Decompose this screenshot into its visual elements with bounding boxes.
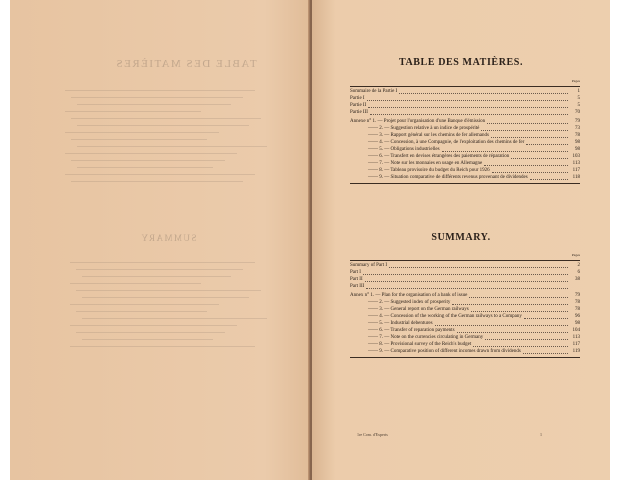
summary-annex <box>350 307 580 314</box>
ghost-text-line <box>71 97 243 98</box>
entry-label: Part III <box>350 284 365 289</box>
ghost-text-line <box>70 325 237 326</box>
entry-label: —— 7. — Note on the currencies circulating in Germany <box>368 335 484 340</box>
entry-label: —— 4. — Concession of the working of the German railways to a Company <box>368 314 522 319</box>
entry-page-number: 78 <box>575 307 580 312</box>
leader-dots <box>368 107 568 108</box>
ghost-text-line <box>82 297 249 298</box>
leader-dots <box>530 179 568 180</box>
ghost-text-line <box>71 181 243 182</box>
toc-annex <box>350 126 580 133</box>
summary-title: SUMMARY. <box>431 232 491 243</box>
ghost-text-line <box>65 174 255 175</box>
right-page <box>312 0 610 480</box>
footer-printer-note: 1re Com. d'Experts <box>357 432 388 437</box>
toc-annex <box>350 147 580 154</box>
summary-entry <box>350 284 580 291</box>
entry-page-number: 6 <box>577 270 580 275</box>
left-page <box>10 0 310 480</box>
toc-entry <box>350 103 580 110</box>
entry-page-number: 78 <box>575 133 580 138</box>
leader-dots <box>367 100 568 101</box>
entry-label: —— 8. — Provisional survey of the Reich's budget <box>368 342 472 347</box>
toc-entry <box>350 89 580 96</box>
entry-label: Annex n° 1. — Plan for the organisation of a bank of issue <box>350 293 468 298</box>
toc-entry <box>350 110 580 117</box>
summary-annex <box>350 300 580 307</box>
ghost-text-line <box>65 153 237 154</box>
ghost-text-line <box>77 125 249 126</box>
ghost-text-line <box>70 262 255 263</box>
entry-label: —— 6. — Transfert en devises étrangères des paiements de réparation <box>368 154 510 159</box>
leader-dots <box>485 339 568 340</box>
ghost-text-line <box>65 111 201 112</box>
ghost-text-line <box>71 118 261 119</box>
leader-dots <box>471 311 568 312</box>
summary-entry <box>350 277 580 284</box>
toc-annex <box>350 161 580 168</box>
entry-label: —— 5. — Industrial debentures <box>368 321 433 326</box>
leader-dots <box>457 332 568 333</box>
leader-dots <box>363 274 568 275</box>
leader-dots <box>491 137 568 138</box>
entry-page-number: 78 <box>575 300 580 305</box>
entry-page-number: 98 <box>575 321 580 326</box>
entry-page-number: 113 <box>572 335 580 340</box>
entry-page-number: 79 <box>575 119 580 124</box>
ghost-title-top: TABLE DES MATIÈRES <box>115 58 257 70</box>
entry-page-number: 96 <box>575 314 580 319</box>
entry-label: Partie III <box>350 110 368 115</box>
entry-label: Annexe n° 1. — Projet pour l'organisation d'une Banque d'émission <box>350 119 486 124</box>
ghost-text-line <box>76 269 243 270</box>
leader-dots <box>370 114 568 115</box>
summary-annex <box>350 321 580 328</box>
entry-page-number: 73 <box>575 126 580 131</box>
entry-label: —— 7. — Note sur les monnaies en usage en Allemagne <box>368 161 483 166</box>
ghost-text-line <box>71 139 207 140</box>
leader-dots <box>484 165 568 166</box>
summary-annex <box>350 328 580 335</box>
ghost-text-line <box>70 346 255 347</box>
ghost-text-line <box>70 283 201 284</box>
summary-annex <box>350 314 580 321</box>
leader-dots <box>481 130 568 131</box>
ghost-text-line <box>82 276 231 277</box>
entry-label: —— 4. — Concession, à une Compagnie, de l'exploitation des chemins de fer <box>368 140 525 145</box>
ghost-title-bottom: SUMMARY <box>140 233 197 243</box>
toc-entry <box>350 96 580 103</box>
entry-label: Partie II <box>350 103 367 108</box>
entry-page-number: 119 <box>572 349 580 354</box>
leader-dots <box>492 172 568 173</box>
leader-dots <box>511 158 568 159</box>
summary-annex <box>350 342 580 349</box>
ghost-text-line <box>82 318 267 319</box>
toc-annex <box>350 168 580 175</box>
ghost-text-line <box>76 332 225 333</box>
entry-label: —— 5. — Obligations industrielles <box>368 147 440 152</box>
leader-dots <box>526 144 568 145</box>
leader-dots <box>366 288 568 289</box>
entry-label: Part I <box>350 270 361 275</box>
summary-annex <box>350 293 580 300</box>
toc-pages-header: Pages <box>571 79 580 83</box>
entry-label: —— 2. — Suggestion relative à un indice de prospérité <box>368 126 480 131</box>
footer-page-number: 1 <box>540 432 542 437</box>
entry-page-number: 1 <box>577 89 580 94</box>
entry-label: Part II <box>350 277 363 282</box>
entry-label: Partie I <box>350 96 365 101</box>
ghost-text-line <box>70 304 219 305</box>
ghost-text-line <box>76 311 207 312</box>
entry-page-number: 117 <box>572 342 580 347</box>
entry-page-number: 79 <box>575 293 580 298</box>
entry-page-number: 104 <box>572 328 580 333</box>
toc-block <box>350 80 580 195</box>
summary-entry <box>350 263 580 270</box>
leader-dots <box>473 346 568 347</box>
leader-dots <box>524 318 568 319</box>
entry-page-number: 5 <box>577 96 580 101</box>
leader-dots <box>469 297 568 298</box>
document-spread <box>10 0 610 480</box>
entry-page-number: 98 <box>575 140 580 145</box>
entry-page-number: 2 <box>577 263 580 268</box>
summary-top-rule <box>350 260 580 261</box>
entry-label: —— 9. — Comparative position of different incomes drawn from dividends <box>368 349 521 354</box>
ghost-text-line <box>71 160 225 161</box>
ghost-text-line <box>77 167 213 168</box>
toc-annex <box>350 140 580 147</box>
entry-label: —— 9. — Situation comparative de différents revenus provenant de dividendes <box>368 175 528 180</box>
summary-entry <box>350 270 580 277</box>
entry-page-number: 38 <box>575 277 580 282</box>
leader-dots <box>523 353 568 354</box>
leader-dots <box>389 267 568 268</box>
leader-dots <box>399 93 568 94</box>
toc-annex <box>350 175 580 182</box>
entry-page-number: 113 <box>572 161 580 166</box>
summary-pages-header: Pages <box>571 253 580 257</box>
entry-page-number: 117 <box>572 168 580 173</box>
entry-label: —— 3. — Rapport général sur les chemins de fer allemands <box>368 133 489 138</box>
toc-annex <box>350 133 580 140</box>
ghost-text-line <box>76 290 261 291</box>
entry-label: —— 3. — General report on the German railways <box>368 307 469 312</box>
summary-annex <box>350 349 580 356</box>
ghost-text-line <box>77 104 231 105</box>
leader-dots <box>435 325 568 326</box>
entry-page-number: 98 <box>575 147 580 152</box>
entry-label: Summary of Part I <box>350 263 388 268</box>
entry-label: Sommaire de la Partie I <box>350 89 398 94</box>
toc-bottom-rule <box>350 183 580 184</box>
entry-label: —— 6. — Transfer of reparation payments <box>368 328 455 333</box>
leader-dots <box>365 281 568 282</box>
toc-title: TABLE DES MATIÈRES. <box>398 57 524 68</box>
entry-label: —— 8. — Tableau provisoire du budget du Reich pour 1926 <box>368 168 490 173</box>
toc-top-rule <box>350 86 580 87</box>
entry-page-number: 70 <box>575 110 580 115</box>
ghost-text-line <box>77 146 267 147</box>
leader-dots <box>452 304 568 305</box>
summary-block <box>350 254 580 374</box>
entry-page-number: 5 <box>577 103 580 108</box>
ghost-text-line <box>65 90 255 91</box>
summary-annex <box>350 335 580 342</box>
entry-label: —— 2. — Suggested index of prosperity <box>368 300 451 305</box>
entry-page-number: 103 <box>572 154 580 159</box>
ghost-text-line <box>82 339 213 340</box>
toc-annex <box>350 154 580 161</box>
summary-bottom-rule <box>350 357 580 358</box>
entry-page-number: 118 <box>572 175 580 180</box>
leader-dots <box>487 123 568 124</box>
leader-dots <box>442 151 568 152</box>
toc-annex <box>350 119 580 126</box>
ghost-text-line <box>65 132 219 133</box>
